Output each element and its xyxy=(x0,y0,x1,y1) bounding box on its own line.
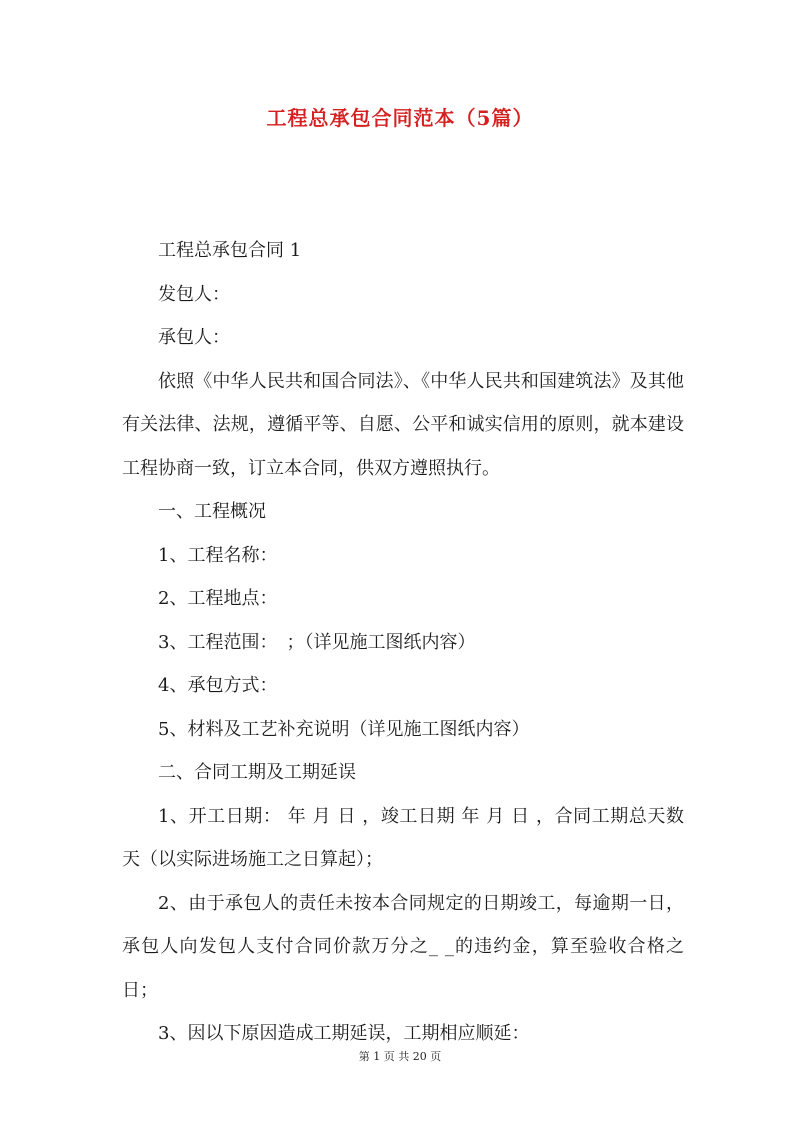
document-title: 工程总承包合同范本（5篇） xyxy=(266,106,534,130)
paragraph: 发包人： xyxy=(158,283,230,305)
section-heading: 一、工程概况 xyxy=(158,501,266,522)
paragraph: 工程总承包合同 1 xyxy=(158,240,302,261)
page-number-footer: 第 1 页 共 20 页 xyxy=(358,1050,442,1063)
paragraph: 依照《中华人民共和国合同法》、《中华人民共和国建筑法》及其他有关法律、法规，遵循平等、自愿、公平和诚实信用的原则，就本建设工程协商一致，订立本合同，供双方遵照执行。 xyxy=(122,370,684,479)
paragraph: 5、材料及工艺补充说明（详见施工图纸内容） xyxy=(158,718,530,740)
paragraph: 4、承包方式： xyxy=(158,675,278,696)
paragraph: 3、因以下原因造成工期延误，工期相应顺延： xyxy=(158,1023,530,1044)
paragraph: 2、工程地点： xyxy=(158,588,278,609)
section-heading: 二、合同工期及工期延误 xyxy=(158,762,356,783)
paragraph: 3、工程范围： ；（详见施工图纸内容） xyxy=(158,631,476,653)
document-body xyxy=(122,229,684,1056)
paragraph: 承包人： xyxy=(158,327,230,348)
paragraph: 2、由于承包人的责任未按本合同规定的日期竣工，每逾期一日，承包人向发包人支付合同价款万分之_ _的违约金，算至验收合格之日； xyxy=(122,892,684,1001)
paragraph: 1、开工日期： 年 月 日 ，竣工日期 年 月 日 ，合同工期总天数 天（以实际进场施工之日算起）； xyxy=(122,805,684,870)
paragraph: 1、工程名称： xyxy=(158,544,278,566)
